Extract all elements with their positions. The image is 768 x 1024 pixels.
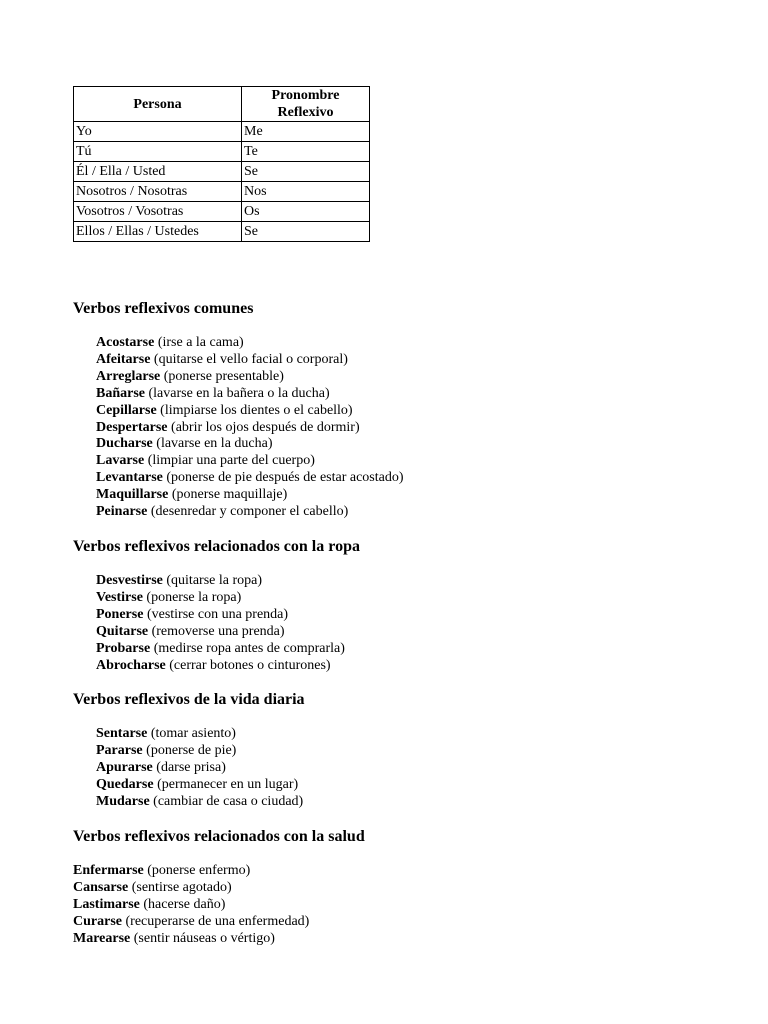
verb: Arreglarse (96, 368, 161, 384)
list-item (96, 658, 360, 675)
verb-meaning: (cerrar botones o cinturones) (169, 657, 331, 673)
section-salud (73, 827, 365, 948)
list-item (96, 590, 360, 607)
list-item (96, 470, 404, 487)
verb-meaning: (hacerse daño) (143, 896, 226, 912)
persona-cell: Tú (74, 142, 242, 162)
section-comunes (73, 299, 404, 521)
verb: Quedarse (96, 776, 154, 792)
verb-meaning: (quitarse la ropa) (166, 573, 262, 588)
verb: Ducharse (96, 436, 153, 452)
list-item (73, 914, 365, 931)
verb: Peinarse (96, 504, 148, 520)
list-item (96, 607, 360, 624)
list-item (96, 504, 404, 521)
verb-meaning: (medirse ropa antes de comprarla) (153, 640, 345, 656)
pronoun-cell: Te (242, 142, 370, 162)
section-title: Verbos reflexivos relacionados con la ropa (73, 538, 360, 555)
table-header-row (74, 87, 370, 122)
verb: Abrocharse (96, 657, 166, 673)
pronoun-table (73, 86, 370, 242)
verb-meaning: (ponerse de pie) (146, 742, 237, 758)
verb: Levantarse (96, 470, 163, 486)
verb: Mudarse (96, 793, 150, 809)
table-row (74, 142, 370, 162)
verb: Sentarse (96, 726, 148, 741)
verb: Lavarse (96, 453, 145, 469)
list-item (96, 436, 404, 453)
table-row (74, 202, 370, 222)
table-row (74, 162, 370, 182)
list-item (73, 863, 365, 880)
section-title: Verbos reflexivos de la vida diaria (73, 691, 305, 708)
verb: Enfermarse (73, 863, 144, 878)
verb-list (73, 726, 305, 811)
section-title: Verbos reflexivos comunes (73, 300, 254, 317)
verb-meaning: (abrir los ojos después de dormir) (171, 419, 360, 435)
verb-meaning: (permanecer en un lugar) (157, 776, 299, 792)
list-item (96, 487, 404, 504)
persona-cell: Ellos / Ellas / Ustedes (74, 222, 242, 242)
list-item (96, 573, 360, 590)
verb-meaning: (ponerse de pie después de estar acostado) (166, 470, 404, 486)
list-item (96, 777, 305, 794)
verb-meaning: (limpiarse los dientes o el cabello) (160, 402, 353, 418)
list-item (96, 743, 305, 760)
verb-list (73, 573, 360, 674)
verb-meaning: (recuperarse de una enfermedad) (125, 913, 310, 929)
verb: Probarse (96, 640, 151, 656)
persona-cell: Él / Ella / Usted (74, 162, 242, 182)
verb-meaning: (lavarse en la ducha) (156, 436, 273, 452)
section-ropa (73, 537, 360, 674)
verb: Afeitarse (96, 351, 151, 367)
verb: Ponerse (96, 606, 144, 622)
header-persona: Persona (74, 87, 242, 122)
list-item (96, 624, 360, 641)
list-item (96, 369, 404, 386)
list-item (96, 386, 404, 403)
verb-meaning: (sentir náuseas o vértigo) (133, 930, 275, 946)
verb-list (73, 863, 365, 948)
verb: Quitarse (96, 623, 149, 639)
list-item (73, 897, 365, 914)
verb-meaning: (sentirse agotado) (131, 879, 232, 895)
verb: Lastimarse (73, 896, 140, 912)
table-row (74, 182, 370, 202)
persona-cell: Yo (74, 122, 242, 142)
verb: Acostarse (96, 335, 155, 350)
verb: Maquillarse (96, 487, 169, 503)
verb-meaning: (lavarse en la bañera o la ducha) (148, 385, 330, 401)
verb: Despertarse (96, 419, 168, 435)
verb: Cansarse (73, 879, 129, 895)
persona-cell: Vosotros / Vosotras (74, 202, 242, 222)
pronoun-cell: Se (242, 222, 370, 242)
list-item (96, 760, 305, 777)
list-item (96, 352, 404, 369)
verb-meaning: (ponerse maquillaje) (171, 487, 288, 503)
section-vida-diaria (73, 690, 305, 811)
pronoun-cell: Os (242, 202, 370, 222)
verb-meaning: (cambiar de casa o ciudad) (153, 793, 304, 809)
verb-meaning: (tomar asiento) (150, 726, 236, 741)
persona-cell: Nosotros / Nosotras (74, 182, 242, 202)
verb-meaning: (removerse una prenda) (151, 623, 285, 639)
list-item (96, 335, 404, 352)
pronoun-cell: Me (242, 122, 370, 142)
verb: Curarse (73, 913, 122, 929)
verb: Bañarse (96, 385, 145, 401)
verb: Marearse (73, 930, 131, 946)
section-title: Verbos reflexivos relacionados con la salud (73, 828, 365, 845)
list-item (96, 420, 404, 437)
list-item (96, 726, 305, 743)
table-row (74, 222, 370, 242)
list-item (96, 794, 305, 811)
verb-meaning: (vestirse con una prenda) (146, 606, 289, 622)
list-item (96, 453, 404, 470)
verb-meaning: (darse prisa) (156, 759, 226, 775)
verb: Vestirse (96, 589, 143, 605)
pronoun-cell: Nos (242, 182, 370, 202)
verb: Pararse (96, 742, 143, 758)
list-item (96, 403, 404, 420)
list-item (96, 641, 360, 658)
header-pronombre-reflexivo: Pronombre Reflexivo (242, 87, 370, 122)
table-row (74, 122, 370, 142)
verb-meaning: (ponerse enfermo) (147, 863, 251, 878)
verb-list (73, 335, 404, 521)
verb: Apurarse (96, 759, 153, 775)
verb-meaning: (irse a la cama) (157, 335, 244, 350)
list-item (73, 880, 365, 897)
list-item (73, 931, 365, 948)
verb-meaning: (quitarse el vello facial o corporal) (153, 351, 348, 367)
verb: Cepillarse (96, 402, 157, 418)
verb-meaning: (desenredar y componer el cabello) (150, 504, 349, 520)
pronoun-cell: Se (242, 162, 370, 182)
verb-meaning: (ponerse presentable) (163, 368, 284, 384)
verb: Desvestirse (96, 573, 163, 588)
verb-meaning: (limpiar una parte del cuerpo) (147, 453, 315, 469)
verb-meaning: (ponerse la ropa) (146, 589, 242, 605)
